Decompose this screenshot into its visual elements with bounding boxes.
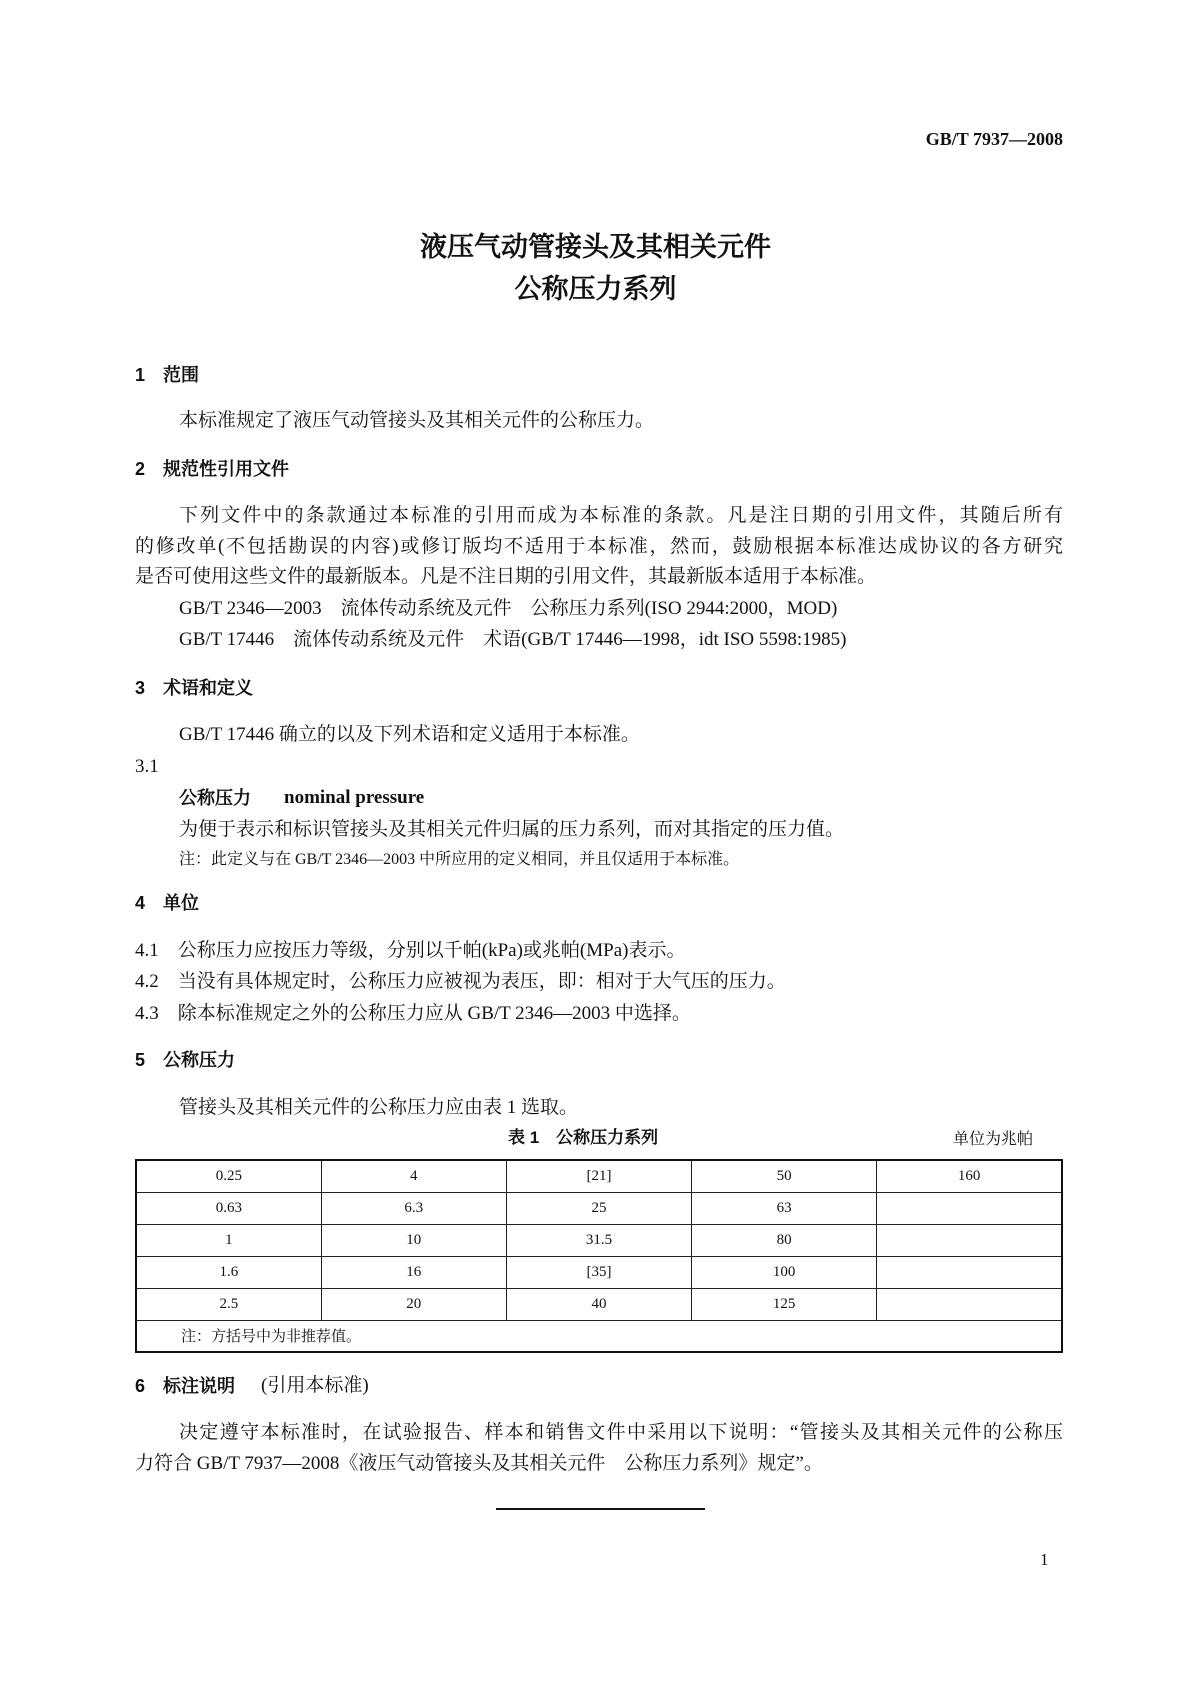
table-cell: 0.63 <box>136 1192 321 1224</box>
table-cell: 125 <box>692 1288 877 1320</box>
table-cell <box>877 1256 1062 1288</box>
table-cell: 40 <box>506 1288 691 1320</box>
table-cell: 10 <box>321 1224 506 1256</box>
term-english: nominal pressure <box>284 787 425 808</box>
table-cell: 50 <box>692 1160 877 1192</box>
page-number: 1 <box>1040 1550 1049 1569</box>
table-cell: [21] <box>506 1160 691 1192</box>
table-cell: 63 <box>692 1192 877 1224</box>
section-2-line-3: 是否可使用这些文件的最新版本。凡是不注日期的引用文件，其最新版本适用于本标准。 <box>135 566 877 587</box>
table-cell <box>877 1192 1062 1224</box>
clause-3-1-number: 3.1 <box>135 756 159 777</box>
clause-4-1: 4.1 公称压力应按压力等级，分别以千帕(kPa)或兆帕(MPa)表示。 <box>135 940 686 961</box>
term-chinese: 公称压力 <box>179 788 251 808</box>
table-cell: 16 <box>321 1256 506 1288</box>
table-caption: 表 1 公称压力系列 <box>508 1128 659 1147</box>
document-code: GB/T 7937—2008 <box>925 129 1063 149</box>
section-6-line-1: 决定遵守本标准时，在试验报告、样本和销售文件中采用以下说明：“管接头及其相关元件的公称压 <box>179 1422 1063 1443</box>
table-note: 注：方括号中为非推荐值。 <box>136 1320 1062 1352</box>
section-2-line-1: 下列文件中的条款通过本标准的引用而成为本标准的条款。凡是注日期的引用文件，其随后所有 <box>179 505 1063 526</box>
section-1-text: 本标准规定了液压气动管接头及其相关元件的公称压力。 <box>179 410 655 431</box>
term-definition: 为便于表示和标识管接头及其相关元件归属的压力系列，而对其指定的压力值。 <box>179 819 845 840</box>
table-row <box>136 1160 1062 1192</box>
section-4-heading: 4 单位 <box>135 893 200 913</box>
table-cell: 2.5 <box>136 1288 321 1320</box>
clause-4-2: 4.2 当没有具体规定时，公称压力应被视为表压，即：相对于大气压的压力。 <box>135 971 786 992</box>
term-note: 注：此定义与在 GB/T 2346—2003 中所应用的定义相同，并且仅适用于本标准。 <box>179 851 740 868</box>
table-cell: 20 <box>321 1288 506 1320</box>
table-cell: 1.6 <box>136 1256 321 1288</box>
table-cell: 160 <box>877 1160 1062 1192</box>
section-5-heading: 5 公称压力 <box>135 1050 236 1070</box>
table-cell <box>877 1288 1062 1320</box>
table-cell: 0.25 <box>136 1160 321 1192</box>
table-cell: 31.5 <box>506 1224 691 1256</box>
reference-1: GB/T 2346—2003 流体传动系统及元件 公称压力系列(ISO 2944:2000，MOD) <box>179 598 838 619</box>
section-3-text: GB/T 17446 确立的以及下列术语和定义适用于本标准。 <box>179 724 640 745</box>
reference-2: GB/T 17446 流体传动系统及元件 术语(GB/T 17446—1998，idt ISO 5598:1985) <box>179 629 847 650</box>
table-cell: 80 <box>692 1224 877 1256</box>
title-line-1: 液压气动管接头及其相关元件 <box>420 232 771 262</box>
section-3-heading: 3 术语和定义 <box>135 678 254 698</box>
pressure-table <box>135 1159 1063 1353</box>
table-cell: 1 <box>136 1224 321 1256</box>
table-row <box>136 1288 1062 1320</box>
table-cell: 25 <box>506 1192 691 1224</box>
table-row <box>136 1256 1062 1288</box>
section-6-heading: 6 标注说明 <box>135 1376 236 1396</box>
table-cell: 100 <box>692 1256 877 1288</box>
table-unit: 单位为兆帕 <box>953 1131 1034 1148</box>
section-2-line-2: 的修改单(不包括勘误的内容)或修订版均不适用于本标准，然而，鼓励根据本标准达成协议的各方研究 <box>135 536 1063 557</box>
table-cell: 6.3 <box>321 1192 506 1224</box>
section-6-line-2: 力符合 GB/T 7937—2008《液压气动管接头及其相关元件 公称压力系列》规定”。 <box>135 1453 823 1474</box>
section-5-text: 管接头及其相关元件的公称压力应由表 1 选取。 <box>179 1097 579 1118</box>
table-cell: 4 <box>321 1160 506 1192</box>
section-6-heading-suffix: (引用本标准) <box>261 1375 369 1396</box>
table-row <box>136 1224 1062 1256</box>
end-rule <box>496 1508 705 1510</box>
section-1-heading: 1 范围 <box>135 365 200 385</box>
table-cell: [35] <box>506 1256 691 1288</box>
clause-4-3: 4.3 除本标准规定之外的公称压力应从 GB/T 2346—2003 中选择。 <box>135 1003 691 1024</box>
section-2-heading: 2 规范性引用文件 <box>135 459 290 479</box>
table-row <box>136 1192 1062 1224</box>
table-note-row <box>136 1320 1062 1352</box>
title-line-2: 公称压力系列 <box>514 274 677 304</box>
table-cell <box>877 1224 1062 1256</box>
